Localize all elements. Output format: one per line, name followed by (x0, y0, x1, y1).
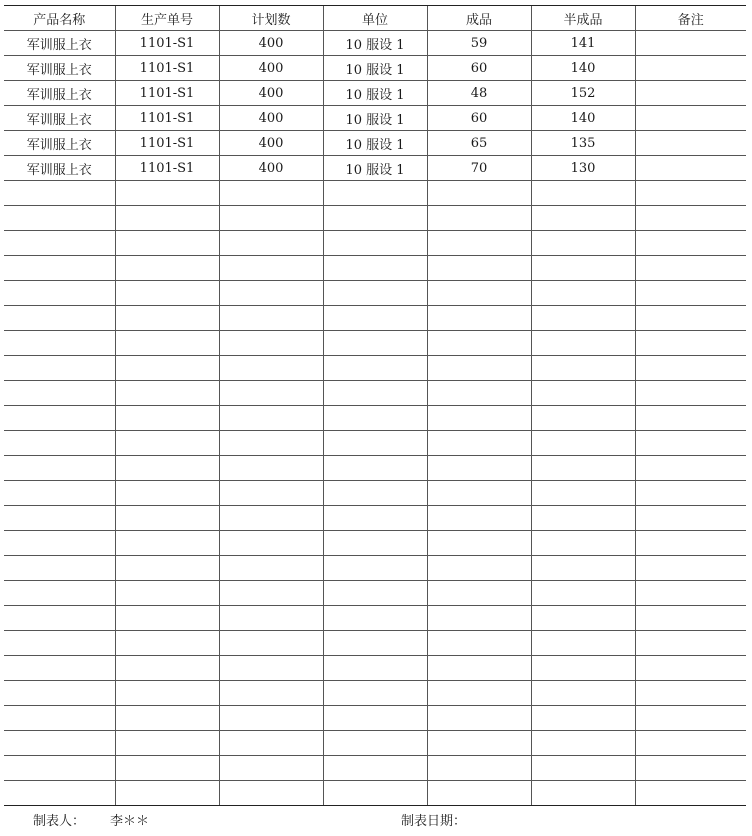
cell-semi-finished (531, 781, 635, 806)
table-row-empty (4, 406, 746, 431)
production-table-sheet (4, 5, 746, 806)
cell-semi-finished: 130 (531, 156, 635, 181)
cell-product-name (4, 231, 115, 256)
table-footer (0, 810, 752, 830)
cell-semi-finished (531, 731, 635, 756)
cell-semi-finished (531, 631, 635, 656)
cell-remarks (635, 481, 746, 506)
cell-finished (427, 506, 531, 531)
cell-product-name (4, 356, 115, 381)
cell-semi-finished: 152 (531, 81, 635, 106)
cell-semi-finished (531, 381, 635, 406)
cell-semi-finished: 140 (531, 106, 635, 131)
cell-unit: 10 服设 1 (323, 131, 427, 156)
cell-finished (427, 456, 531, 481)
cell-semi-finished (531, 231, 635, 256)
cell-order-number (115, 431, 219, 456)
cell-unit (323, 606, 427, 631)
cell-semi-finished (531, 256, 635, 281)
cell-planned-quantity: 400 (219, 31, 323, 56)
cell-order-number (115, 481, 219, 506)
cell-order-number (115, 306, 219, 331)
cell-planned-quantity (219, 206, 323, 231)
cell-remarks (635, 606, 746, 631)
cell-order-number: 1101-S1 (115, 81, 219, 106)
cell-planned-quantity: 400 (219, 56, 323, 81)
cell-unit (323, 531, 427, 556)
cell-order-number (115, 181, 219, 206)
cell-unit: 10 服设 1 (323, 81, 427, 106)
cell-unit (323, 506, 427, 531)
cell-finished (427, 681, 531, 706)
cell-order-number (115, 456, 219, 481)
cell-order-number (115, 256, 219, 281)
cell-order-number (115, 556, 219, 581)
cell-unit (323, 356, 427, 381)
cell-planned-quantity (219, 606, 323, 631)
cell-unit (323, 756, 427, 781)
cell-unit (323, 306, 427, 331)
cell-semi-finished (531, 756, 635, 781)
cell-finished: 48 (427, 81, 531, 106)
cell-unit (323, 456, 427, 481)
cell-order-number: 1101-S1 (115, 106, 219, 131)
cell-planned-quantity (219, 331, 323, 356)
cell-remarks (635, 556, 746, 581)
cell-unit (323, 731, 427, 756)
cell-remarks (635, 581, 746, 606)
cell-order-number (115, 756, 219, 781)
cell-remarks (635, 156, 746, 181)
cell-order-number: 1101-S1 (115, 156, 219, 181)
cell-remarks (635, 206, 746, 231)
table-row-empty (4, 556, 746, 581)
table-row-empty (4, 531, 746, 556)
cell-planned-quantity (219, 431, 323, 456)
cell-order-number (115, 781, 219, 806)
cell-planned-quantity (219, 556, 323, 581)
cell-remarks (635, 131, 746, 156)
cell-planned-quantity: 400 (219, 156, 323, 181)
cell-product-name (4, 581, 115, 606)
cell-remarks (635, 681, 746, 706)
cell-unit (323, 581, 427, 606)
cell-product-name (4, 256, 115, 281)
cell-product-name (4, 281, 115, 306)
table-row-empty (4, 306, 746, 331)
cell-finished (427, 181, 531, 206)
cell-semi-finished (531, 706, 635, 731)
cell-product-name (4, 556, 115, 581)
cell-product-name (4, 681, 115, 706)
cell-finished (427, 356, 531, 381)
cell-finished (427, 231, 531, 256)
cell-finished (427, 406, 531, 431)
cell-semi-finished (531, 181, 635, 206)
cell-unit (323, 681, 427, 706)
cell-product-name (4, 756, 115, 781)
maker-name: 李＊＊ (110, 814, 150, 829)
cell-product-name (4, 606, 115, 631)
cell-finished (427, 781, 531, 806)
header-remarks: 备注 (635, 6, 746, 31)
cell-semi-finished (531, 681, 635, 706)
cell-product-name (4, 431, 115, 456)
cell-product-name (4, 631, 115, 656)
cell-planned-quantity (219, 781, 323, 806)
cell-unit (323, 206, 427, 231)
cell-remarks (635, 781, 746, 806)
cell-planned-quantity (219, 306, 323, 331)
header-semi-finished: 半成品 (531, 6, 635, 31)
cell-product-name (4, 331, 115, 356)
cell-unit (323, 381, 427, 406)
cell-unit (323, 481, 427, 506)
cell-product-name: 军训服上衣 (4, 81, 115, 106)
cell-unit (323, 181, 427, 206)
maker-label: 制表人： (33, 814, 86, 829)
cell-product-name (4, 531, 115, 556)
cell-product-name (4, 656, 115, 681)
cell-remarks (635, 531, 746, 556)
cell-planned-quantity: 400 (219, 106, 323, 131)
cell-finished: 60 (427, 56, 531, 81)
cell-order-number (115, 581, 219, 606)
cell-finished (427, 206, 531, 231)
table-row (4, 31, 746, 56)
cell-planned-quantity (219, 756, 323, 781)
cell-finished (427, 656, 531, 681)
cell-planned-quantity (219, 356, 323, 381)
cell-remarks (635, 56, 746, 81)
cell-planned-quantity (219, 256, 323, 281)
cell-order-number (115, 506, 219, 531)
cell-planned-quantity (219, 506, 323, 531)
cell-semi-finished (531, 606, 635, 631)
cell-finished (427, 431, 531, 456)
cell-product-name (4, 306, 115, 331)
cell-finished: 60 (427, 106, 531, 131)
cell-order-number (115, 231, 219, 256)
cell-semi-finished (531, 281, 635, 306)
cell-order-number (115, 331, 219, 356)
table-row (4, 56, 746, 81)
cell-remarks (635, 756, 746, 781)
cell-order-number (115, 656, 219, 681)
cell-semi-finished (531, 431, 635, 456)
cell-planned-quantity (219, 581, 323, 606)
cell-product-name (4, 181, 115, 206)
header-finished: 成品 (427, 6, 531, 31)
cell-remarks (635, 506, 746, 531)
cell-product-name (4, 781, 115, 806)
cell-product-name (4, 731, 115, 756)
cell-product-name (4, 381, 115, 406)
table-row-empty (4, 481, 746, 506)
table-row-empty (4, 706, 746, 731)
table-row (4, 81, 746, 106)
cell-unit (323, 231, 427, 256)
table-row-empty (4, 581, 746, 606)
cell-product-name: 军训服上衣 (4, 131, 115, 156)
table-row (4, 131, 746, 156)
cell-order-number (115, 706, 219, 731)
cell-planned-quantity: 400 (219, 81, 323, 106)
cell-remarks (635, 706, 746, 731)
cell-planned-quantity (219, 656, 323, 681)
cell-finished: 59 (427, 31, 531, 56)
table-row-empty (4, 606, 746, 631)
table-row-empty (4, 656, 746, 681)
table-row-empty (4, 506, 746, 531)
cell-planned-quantity (219, 531, 323, 556)
cell-finished (427, 756, 531, 781)
cell-finished (427, 331, 531, 356)
cell-semi-finished (531, 656, 635, 681)
cell-order-number (115, 381, 219, 406)
cell-remarks (635, 631, 746, 656)
cell-product-name (4, 706, 115, 731)
cell-order-number (115, 281, 219, 306)
date-label: 制表日期： (401, 814, 467, 829)
cell-planned-quantity (219, 381, 323, 406)
cell-remarks (635, 31, 746, 56)
table-row-empty (4, 381, 746, 406)
cell-finished (427, 531, 531, 556)
cell-unit: 10 服设 1 (323, 31, 427, 56)
cell-finished (427, 706, 531, 731)
cell-unit (323, 406, 427, 431)
cell-order-number (115, 731, 219, 756)
header-unit: 单位 (323, 6, 427, 31)
cell-unit (323, 706, 427, 731)
cell-semi-finished (531, 506, 635, 531)
cell-unit (323, 331, 427, 356)
cell-product-name (4, 506, 115, 531)
cell-finished (427, 556, 531, 581)
cell-order-number (115, 681, 219, 706)
cell-unit (323, 281, 427, 306)
cell-unit: 10 服设 1 (323, 106, 427, 131)
table-row-empty (4, 731, 746, 756)
cell-remarks (635, 181, 746, 206)
cell-finished (427, 256, 531, 281)
cell-finished: 65 (427, 131, 531, 156)
cell-finished (427, 631, 531, 656)
table-row-empty (4, 456, 746, 481)
cell-finished (427, 381, 531, 406)
header-planned-quantity: 计划数 (219, 6, 323, 31)
cell-remarks (635, 281, 746, 306)
cell-unit (323, 431, 427, 456)
cell-finished: 70 (427, 156, 531, 181)
cell-remarks (635, 81, 746, 106)
cell-planned-quantity (219, 481, 323, 506)
table-row-empty (4, 256, 746, 281)
production-table (4, 5, 746, 806)
cell-semi-finished (531, 581, 635, 606)
table-header-row (4, 6, 746, 31)
cell-order-number: 1101-S1 (115, 131, 219, 156)
cell-remarks (635, 331, 746, 356)
cell-planned-quantity (219, 456, 323, 481)
table-row-empty (4, 356, 746, 381)
header-order-number: 生产单号 (115, 6, 219, 31)
table-body (4, 31, 746, 806)
cell-order-number: 1101-S1 (115, 56, 219, 81)
cell-product-name: 军训服上衣 (4, 106, 115, 131)
table-row-empty (4, 231, 746, 256)
cell-product-name (4, 456, 115, 481)
cell-semi-finished (531, 456, 635, 481)
cell-semi-finished (531, 406, 635, 431)
cell-finished (427, 281, 531, 306)
cell-remarks (635, 231, 746, 256)
cell-unit (323, 781, 427, 806)
cell-remarks (635, 406, 746, 431)
cell-order-number: 1101-S1 (115, 31, 219, 56)
cell-semi-finished (531, 331, 635, 356)
cell-remarks (635, 306, 746, 331)
cell-product-name: 军训服上衣 (4, 156, 115, 181)
cell-semi-finished (531, 206, 635, 231)
cell-finished (427, 606, 531, 631)
cell-order-number (115, 206, 219, 231)
table-row-empty (4, 181, 746, 206)
cell-planned-quantity (219, 731, 323, 756)
cell-product-name (4, 481, 115, 506)
table-row-empty (4, 281, 746, 306)
cell-order-number (115, 606, 219, 631)
cell-finished (427, 731, 531, 756)
cell-planned-quantity (219, 406, 323, 431)
cell-semi-finished (531, 531, 635, 556)
cell-planned-quantity (219, 681, 323, 706)
table-row-empty (4, 781, 746, 806)
cell-semi-finished (531, 481, 635, 506)
cell-semi-finished (531, 556, 635, 581)
cell-product-name: 军训服上衣 (4, 56, 115, 81)
cell-semi-finished: 141 (531, 31, 635, 56)
cell-remarks (635, 456, 746, 481)
cell-semi-finished: 140 (531, 56, 635, 81)
table-row-empty (4, 756, 746, 781)
cell-planned-quantity (219, 631, 323, 656)
cell-planned-quantity (219, 231, 323, 256)
cell-product-name (4, 206, 115, 231)
cell-planned-quantity (219, 181, 323, 206)
table-row-empty (4, 206, 746, 231)
cell-product-name: 军训服上衣 (4, 31, 115, 56)
table-row (4, 106, 746, 131)
cell-planned-quantity (219, 706, 323, 731)
table-row-empty (4, 431, 746, 456)
cell-finished (427, 481, 531, 506)
table-row-empty (4, 681, 746, 706)
header-product-name: 产品名称 (4, 6, 115, 31)
cell-semi-finished (531, 356, 635, 381)
cell-unit: 10 服设 1 (323, 156, 427, 181)
cell-order-number (115, 631, 219, 656)
cell-unit (323, 556, 427, 581)
cell-remarks (635, 256, 746, 281)
cell-planned-quantity: 400 (219, 131, 323, 156)
cell-remarks (635, 731, 746, 756)
cell-order-number (115, 406, 219, 431)
cell-unit (323, 631, 427, 656)
table-row (4, 156, 746, 181)
cell-order-number (115, 531, 219, 556)
cell-remarks (635, 656, 746, 681)
cell-order-number (115, 356, 219, 381)
table-row-empty (4, 631, 746, 656)
cell-remarks (635, 381, 746, 406)
cell-semi-finished: 135 (531, 131, 635, 156)
cell-semi-finished (531, 306, 635, 331)
cell-remarks (635, 106, 746, 131)
cell-planned-quantity (219, 281, 323, 306)
cell-unit (323, 256, 427, 281)
cell-remarks (635, 356, 746, 381)
cell-product-name (4, 406, 115, 431)
cell-finished (427, 581, 531, 606)
cell-unit (323, 656, 427, 681)
table-row-empty (4, 331, 746, 356)
cell-remarks (635, 431, 746, 456)
cell-unit: 10 服设 1 (323, 56, 427, 81)
cell-finished (427, 306, 531, 331)
